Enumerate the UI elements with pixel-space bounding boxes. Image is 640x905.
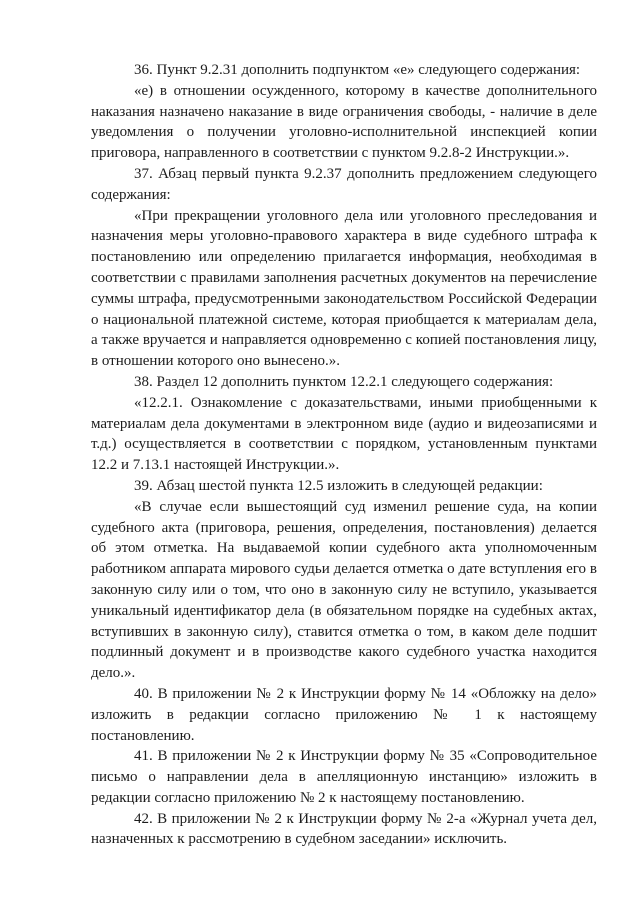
paragraph-item-41: 41. В приложении № 2 к Инструкции форму № 35 «Сопроводительное письмо о направлении дела в апелляционную инстанцию» изложить в редакции согласно приложению № 2 к настоящему постановлению. xyxy=(91,748,597,806)
paragraph-quote-37: «При прекращении уголовного дела или уголовного преследования и назначения меры уголовно-правового характера в виде судебного штрафа к постановлению или определению прилагается информация, необходимая в соответствии с правилами заполнения расчетных документов на перечисление суммы штрафа, предусмотренными законодательством Российской Федерации о национальной платежной системе, которая приобщается к материалам дела, а также вручается и направляется одновременно с копией постановления лицу, в отношении которого оно вынесено.». xyxy=(91,207,597,370)
paragraph-item-39: 39. Абзац шестой пункта 12.5 изложить в следующей редакции: xyxy=(134,477,543,494)
paragraph-item-42: 42. В приложении № 2 к Инструкции форму № 2-а «Журнал учета дел, назначенных к рассмотрению в судебном заседании» исключить. xyxy=(91,810,597,848)
paragraph-item-36: 36. Пункт 9.2.31 дополнить подпунктом «е» следующего содержания: xyxy=(134,62,581,78)
paragraph-quote-38: «12.2.1. Ознакомление с доказательствами, иными приобщенными к материалам дела документами в электронном виде (аудио и видеозаписями и т.д.) осуществляется в соответствии с порядком, установленным пунктами 12.2 и 7.13.1 настоящей Инструкции.». xyxy=(91,394,597,474)
paragraph-item-40: 40. В приложении № 2 к Инструкции форму № 14 «Обложку на дело» изложить в редакции согласно приложению № 1 к настоящему постановлению. xyxy=(91,685,597,744)
paragraph-item-37: 37. Абзац первый пункта 9.2.37 дополнить предложением следующего содержания: xyxy=(91,165,597,203)
paragraph-item-38: 38. Раздел 12 дополнить пунктом 12.2.1 следующего содержания: xyxy=(134,373,554,390)
paragraph-quote-36: «е) в отношении осужденного, которому в качестве дополнительного наказания назначено наказание в виде ограничения свободы, - наличие в деле уведомления о получении уголовно-исполнительной инспекцией копии приговора, направленного в соответствии с пунктом 9.2.8-2 Инструкции.». xyxy=(91,82,597,162)
paragraph-quote-39: «В случае если вышестоящий суд изменил решение суда, на копии судебного акта (приговора, решения, определения, постановления) делается об этом отметка. На выдаваемой копии судебного акта уполномоченным работником аппарата мирового судьи делается отметка о дате вступления его в законную силу или о том, что оно в законную силу не вступило, указывается уникальный идентификатор дела (в обязательном порядке на судебных актах, вступивших в законную силу), ставится отметка о том, в каком деле подшит подлинный документ и в производстве какого судебного участка находится дело.». xyxy=(91,498,597,682)
